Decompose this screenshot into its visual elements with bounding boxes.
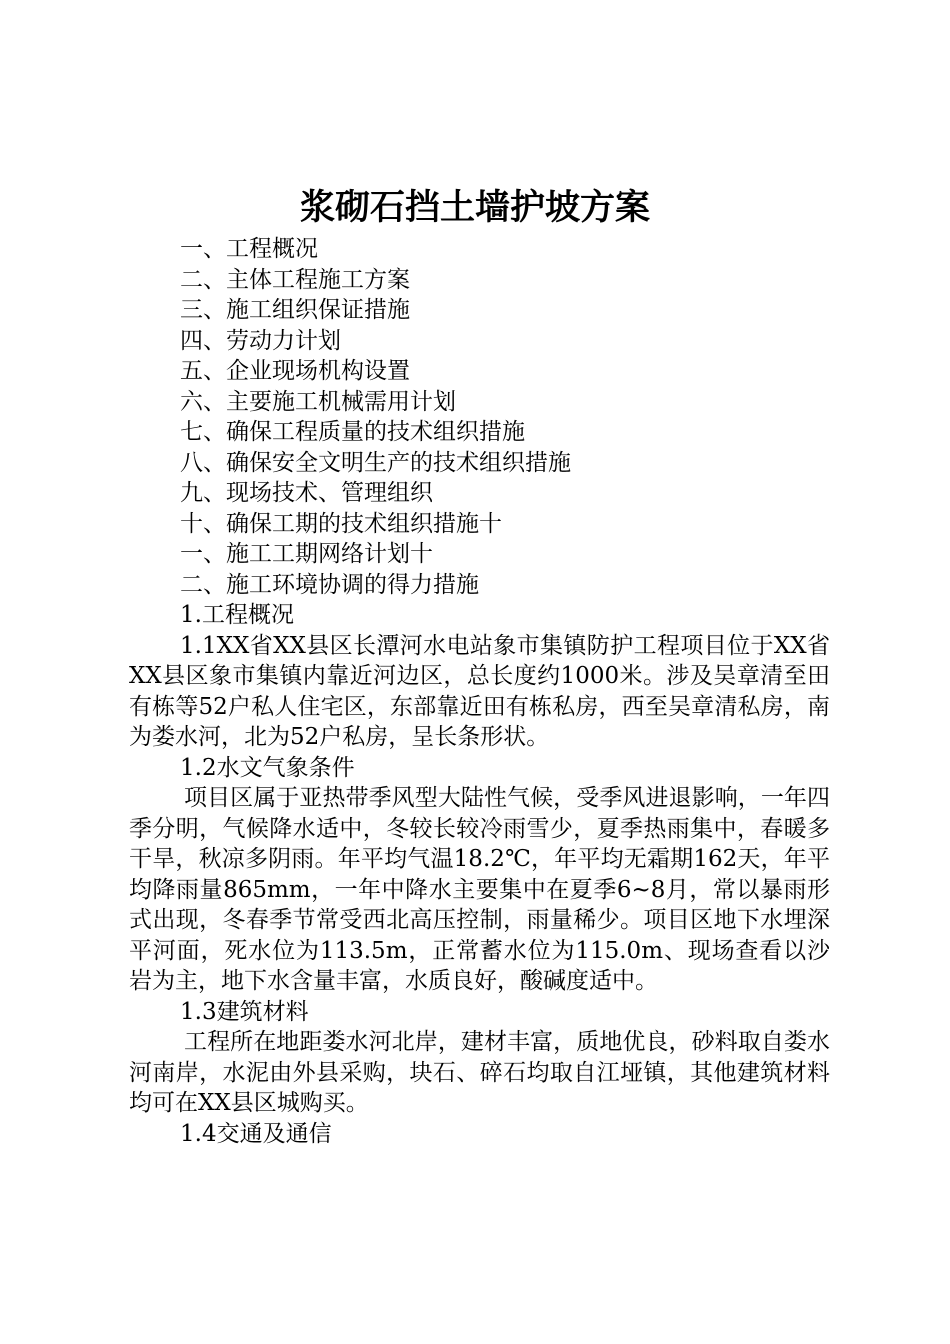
document-body <box>129 234 830 1149</box>
toc-item: 五、企业现场机构设置 <box>180 358 410 384</box>
section-heading: 1.4交通及通信 <box>180 1120 332 1147</box>
section-paragraph: 工程所在地距娄水河北岸，建材丰富，质地优良，砂料取自娄水河南岸，水泥由外县采购，块石、碎石均取自江垭镇，其他建筑材料均可在XX县区城购买。 <box>129 1029 830 1116</box>
toc-item: 九、现场技术、管理组织 <box>180 480 433 506</box>
document-title: 浆砌石挡土墙护坡方案 <box>299 187 650 228</box>
toc-item: 二、施工环境协调的得力措施 <box>180 571 479 598</box>
section-heading: 1.3建筑材料 <box>180 998 309 1025</box>
toc-item: 七、确保工程质量的技术组织措施 <box>180 419 525 445</box>
toc-item: 十、确保工期的技术组织措施十 <box>180 510 502 537</box>
toc-item: 八、确保安全文明生产的技术组织措施 <box>180 449 571 476</box>
toc-item: 二、主体工程施工方案 <box>180 266 410 293</box>
toc-item: 三、施工组织保证措施 <box>180 297 410 323</box>
section-heading: 1.工程概况 <box>180 602 294 628</box>
toc-item: 一、工程概况 <box>180 236 318 262</box>
toc-item: 一、施工工期网络计划十 <box>180 541 433 567</box>
toc-item: 四、劳动力计划 <box>180 327 341 354</box>
toc-item: 六、主要施工机械需用计划 <box>180 388 456 415</box>
section-paragraph: 项目区属于亚热带季风型大陆性气候，受季风进退影响，一年四季分明，气候降水适中，冬较长较冷雨雪少，夏季热雨集中，春暖多干旱，秋凉多阴雨。年平均气温18.2℃，年平均无霜期162天，年平均降雨量865mm，一年中降水主要集中在夏季6~8月，常以暴雨形式出现，冬春季节常受西北高压控制，雨量稀少。项目区地下水埋深平河面，死水位为113.5m，正常蓄水位为115.0m、现场查看以沙岩为主，地下水含量丰富，水质良好，酸碱度适中。 <box>129 785 830 994</box>
section-heading: 1.2水文气象条件 <box>180 754 355 781</box>
section-paragraph: 1.1XX省XX县区长潭河水电站象市集镇防护工程项目位于XX省XX县区象市集镇内靠近河边区，总长度约1000米。涉及吴章清至田有栋等52户私人住宅区，东部靠近田有栋私房，西至吴章清私房，南为娄水河，北为52户私房，呈长条形状。 <box>129 632 830 750</box>
